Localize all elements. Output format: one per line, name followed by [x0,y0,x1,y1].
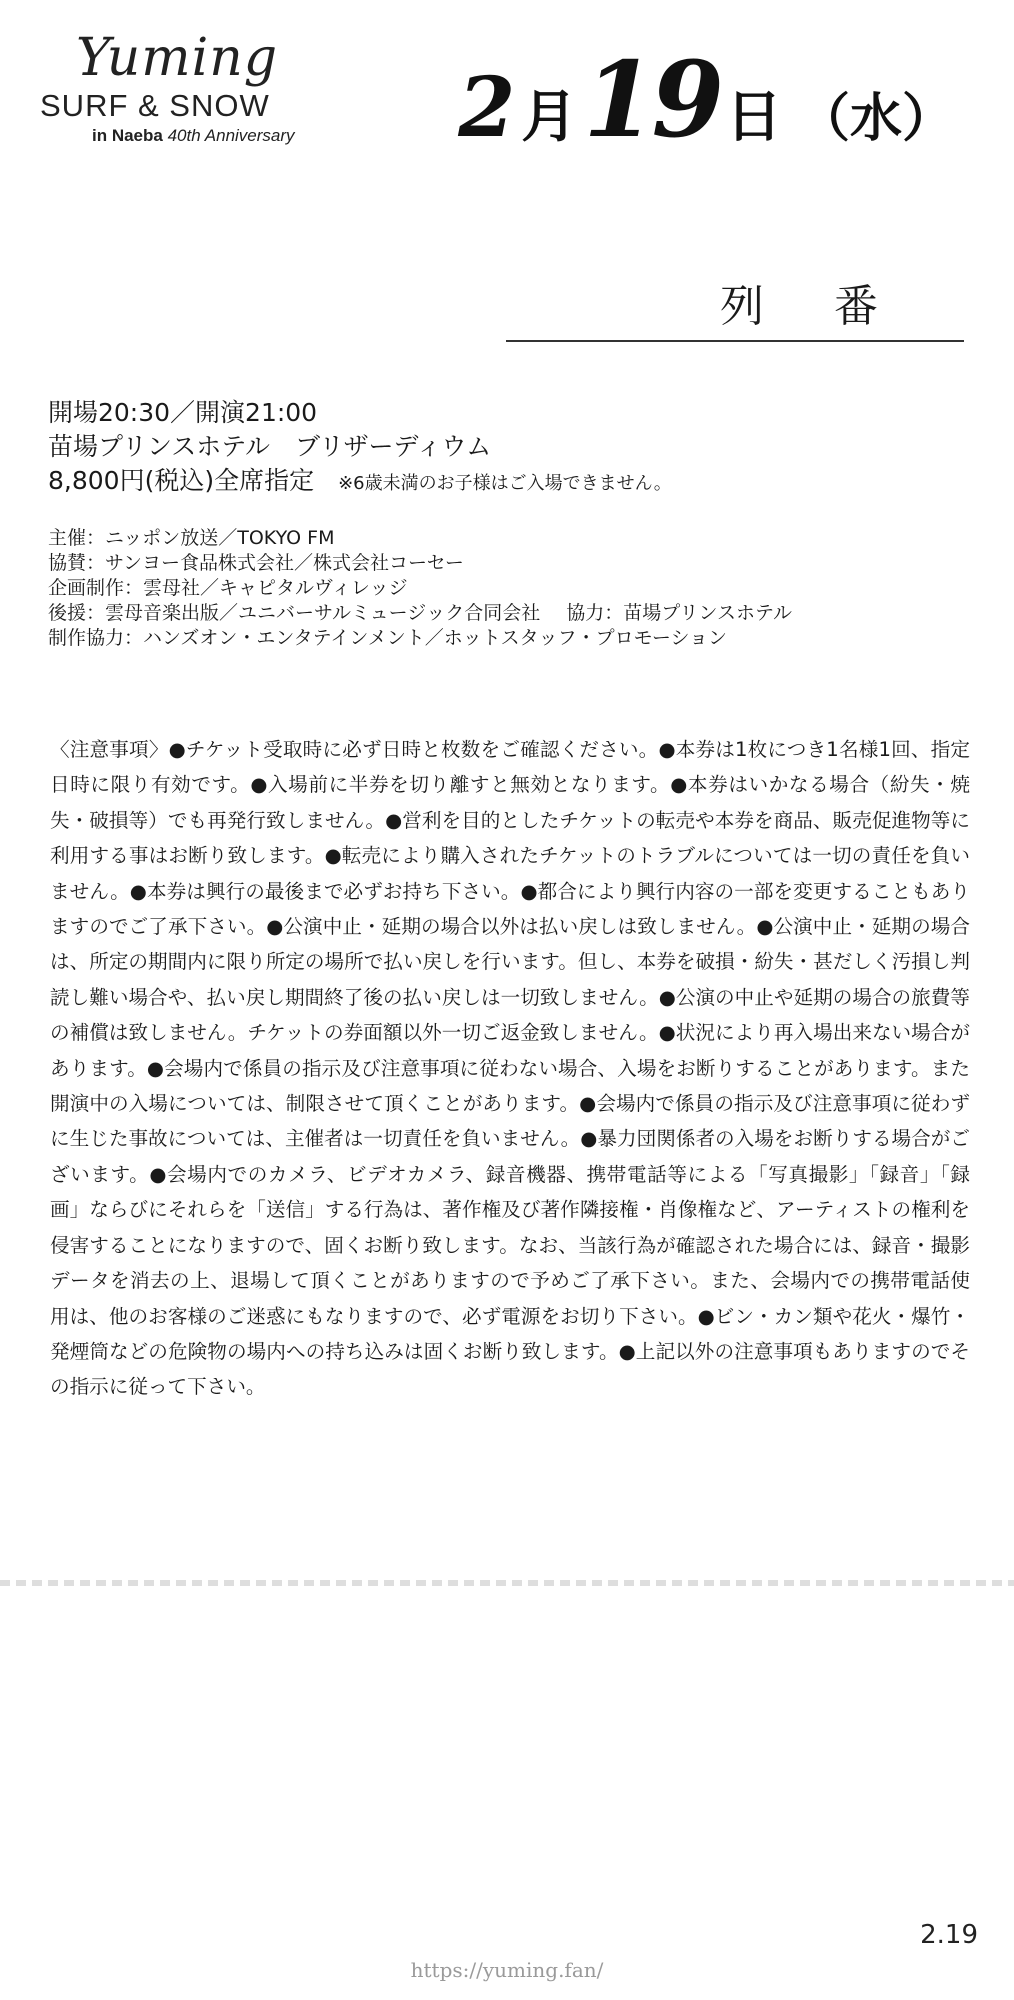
credit-cooperation: 協力：苗場プリンスホテル [566,602,793,624]
date-day-kanji: 日 [725,85,782,150]
event-price-line [48,464,672,501]
ticket-date-code: 2.19 [920,1920,978,1950]
event-price: 8,800円(税込)全席指定 [48,466,315,495]
credit-support-line [48,601,792,626]
event-info [48,396,672,501]
date-month-kanji: 月 [521,85,578,150]
logo-script-text: Yuming [76,28,279,88]
logo-anniversary: 40th Anniversary [167,126,295,145]
date-weekday: （水） [797,89,954,149]
credit-production: 企画制作：雲母社／キャピタルヴィレッジ [48,577,408,599]
terms-notice: 〈注意事項〉●チケット受取時に必ず日時と枚数をご確認ください。●本券は1枚につき1名様1回、指定日時に限り有効です。●入場前に半券を切り離すと無効となります。●本券はいかなる場合（紛失・焼失・破損等）でも再発行致しません。●営利を目的としたチケットの転売や本券を商品、販売促進物等に利用する事はお断り致します。●転売により購入されたチケットのトラブルについては一切の責任を負いません。●本券は興行の最後まで必ずお持ち下さい。●都合により興行内容の一部を変更することもありますのでご了承下さい。●公演中止・延期の場合以外は払い戻しは致しません。●公演中止・延期の場合は、所定の期間内に限り所定の場所で払い戻しを行います。但し、本券を破損・紛失・甚だしく汚損し判読し難い場合や、払い戻し期間終了後の払い戻しは一切致しません。●公演の中止や延期の場合の旅費等の補償は致しません。チケットの券面額以外一切ご返金致しません。●状況により再入場出来ない場合があります。●会場内で係員の指示及び注意事項に従わない場合、入場をお断りすることがあります。また開演中の入場については、制限させて頂くことがあります。●会場内で係員の指示及び注意事項に従わずに生じた事故については、主催者は一切責任を負いません。●暴力団関係者の入場をお断りする場合がございます。●会場内でのカメラ、ビデオカメラ、録音機器、携帯電話等による「写真撮影」「録音」「録画」ならびにそれらを「送信」する行為は、著作権及び著作隣接権・肖像権など、アーティストの権利を侵害することになりますので、固くお断り致します。なお、当該行為が確認された場合には、録音・撮影データを消去の上、退場して頂くことがありますので予めご了承下さい。また、会場内での携帯電話使用は、他のお客様のご迷惑にもなりますので、必ず電源をお切り下さい。●ビン・カン類や花火・爆竹・発煙筒などの危険物の場内への持ち込みは固くお断り致します。●上記以外の注意事項もありますのでその指示に従って下さい。 [50,738,970,1399]
perforation-line [0,1580,1014,1586]
date-day: 19 [583,38,720,161]
seat-row-underline [506,340,964,342]
event-times: 開場20:30／開演21:00 [48,398,318,427]
event-credits [48,526,792,651]
logo-anniversary-line [92,126,295,146]
logo-subtitle: SURF & SNOW [40,88,270,123]
seat-row-label: 列番 [720,281,948,332]
credit-sponsor: 協賛：サンヨー食品株式会社／株式会社コーセー [48,552,464,574]
credit-production-cooperation: 制作協力：ハンズオン・エンタテインメント／ホットスタッフ・プロモーション [48,627,728,649]
logo-venue-prefix: in Naeba [92,126,163,145]
date-month: 2 [458,60,516,156]
event-logo [40,28,360,148]
event-venue: 苗場プリンスホテル ブリザーディウム [48,432,492,461]
site-watermark: https://yuming.fan/ [410,1958,604,1982]
age-restriction-note: ※6歳未満のお子様はご入場できません。 [338,473,672,494]
credit-support: 後援：雲母音楽出版／ユニバーサルミュージック合同会社 [48,602,541,624]
event-date [458,38,954,161]
credit-organizer: 主催：ニッポン放送／TOKYO FM [48,527,335,549]
